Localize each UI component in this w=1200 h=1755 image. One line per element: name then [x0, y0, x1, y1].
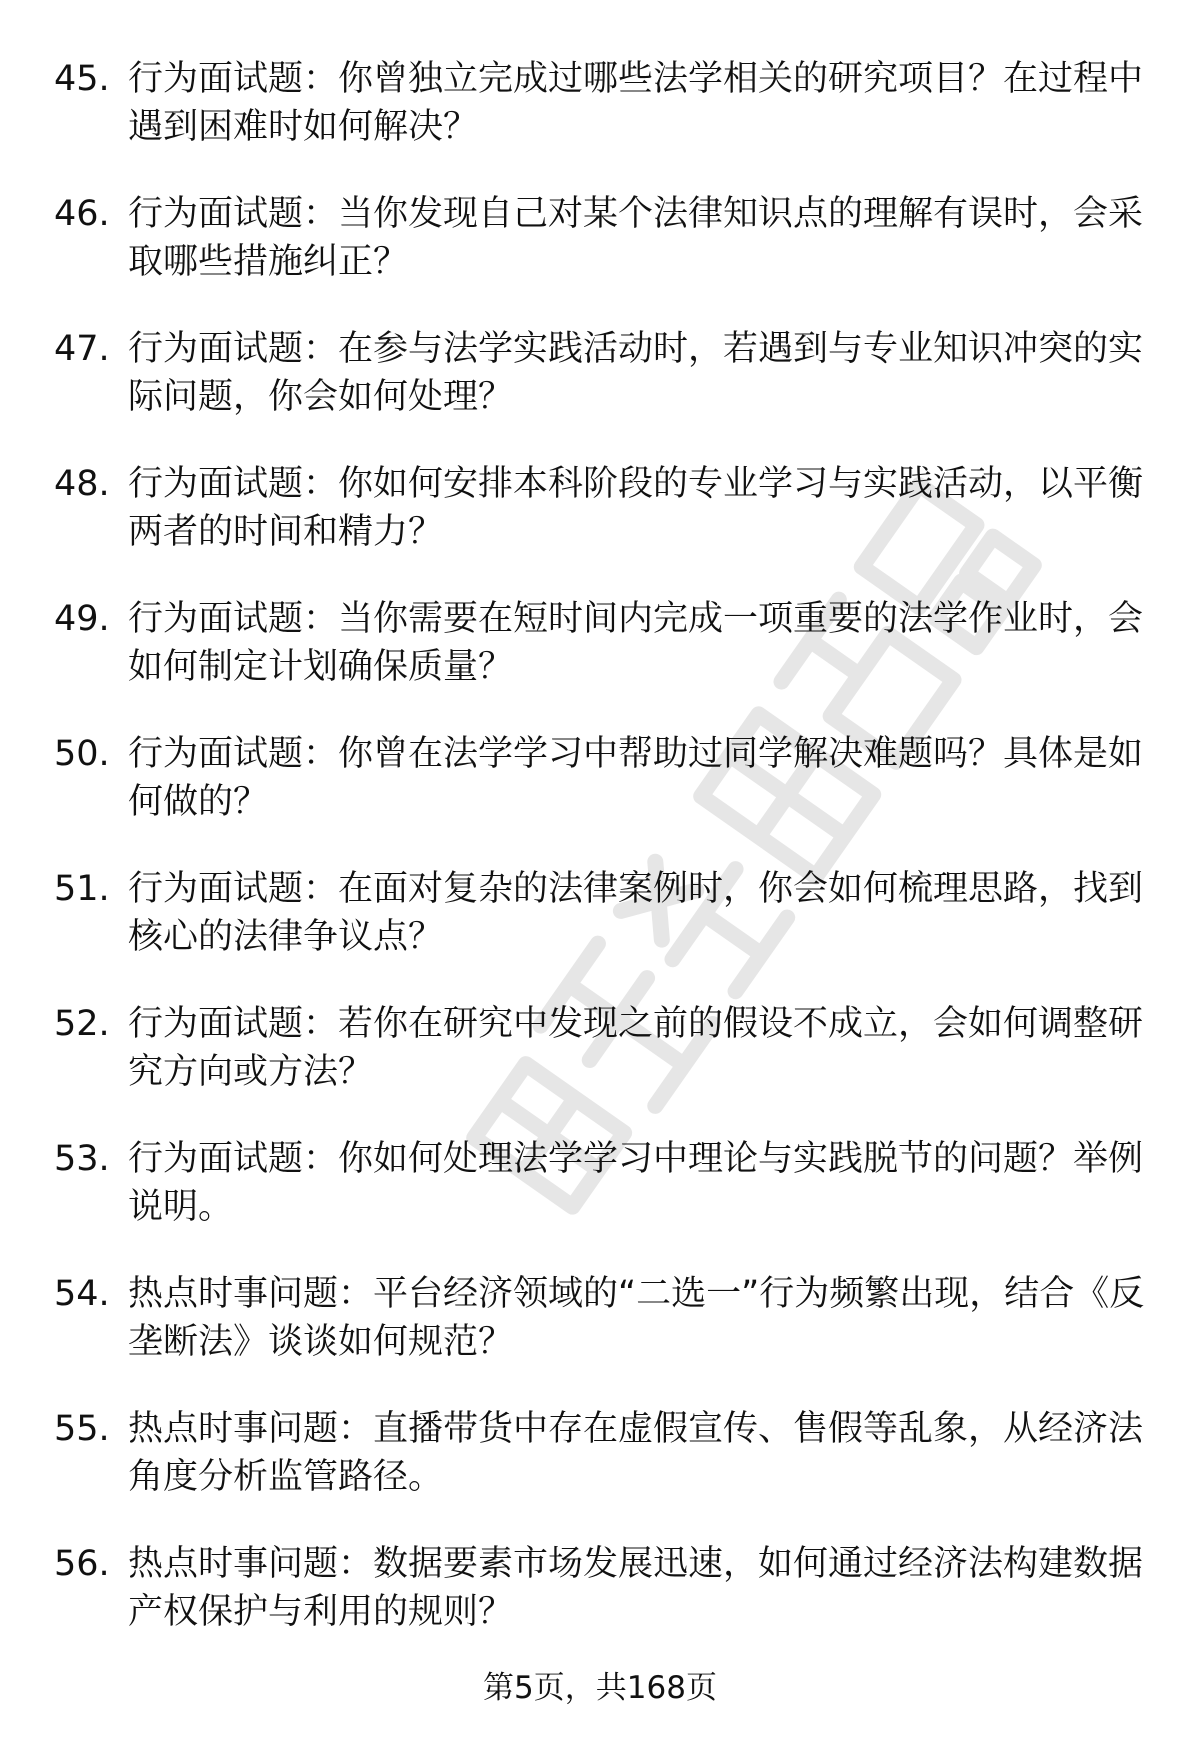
question-number: 47. — [54, 329, 110, 369]
page-footer: 第5页，共168页 — [483, 1670, 717, 1706]
question-item — [54, 325, 1154, 421]
question-item — [54, 55, 1154, 151]
question-item — [54, 1405, 1154, 1501]
question-number: 48. — [54, 464, 110, 504]
question-number: 56. — [54, 1544, 110, 1584]
question-number: 46. — [54, 194, 110, 234]
question-item — [54, 1000, 1154, 1096]
question-text: 热点时事问题：数据要素市场发展迅速，如何通过经济法构建数据产权保护与利用的规则？ — [128, 1544, 1144, 1632]
question-number: 50. — [54, 734, 110, 774]
question-text: 热点时事问题：平台经济领域的“二选一”行为频繁出现，结合《反垄断法》谈谈如何规范？ — [128, 1274, 1145, 1362]
question-number: 52. — [54, 1004, 110, 1044]
question-item — [54, 1270, 1154, 1366]
question-number: 53. — [54, 1139, 110, 1179]
question-item — [54, 865, 1154, 961]
question-item — [54, 1540, 1154, 1636]
question-list — [54, 55, 1154, 1675]
question-number: 54. — [54, 1274, 110, 1314]
question-text: 热点时事问题：直播带货中存在虚假宣传、售假等乱象，从经济法角度分析监管路径。 — [128, 1409, 1144, 1497]
question-number: 55. — [54, 1409, 110, 1449]
question-number: 45. — [54, 59, 110, 99]
question-text: 行为面试题：若你在研究中发现之前的假设不成立，会如何调整研究方向或方法？ — [128, 1004, 1144, 1092]
question-item — [54, 190, 1154, 286]
question-item — [54, 595, 1154, 691]
question-item — [54, 460, 1154, 556]
question-number: 49. — [54, 599, 110, 639]
question-item — [54, 1135, 1154, 1231]
question-item — [54, 730, 1154, 826]
question-number: 51. — [54, 869, 110, 909]
question-text: 行为面试题：在面对复杂的法律案例时，你会如何梳理思路，找到核心的法律争议点？ — [128, 869, 1144, 957]
question-text: 行为面试题：你曾独立完成过哪些法学相关的研究项目？在过程中遇到困难时如何解决？ — [128, 59, 1144, 147]
question-text: 行为面试题：当你需要在短时间内完成一项重要的法学作业时，会如何制定计划确保质量？ — [128, 599, 1144, 687]
question-text: 行为面试题：你如何安排本科阶段的专业学习与实践活动，以平衡两者的时间和精力？ — [128, 464, 1144, 552]
question-text: 行为面试题：在参与法学实践活动时，若遇到与专业知识冲突的实际问题，你会如何处理？ — [128, 329, 1144, 417]
question-text: 行为面试题：你如何处理法学学习中理论与实践脱节的问题？举例说明。 — [128, 1139, 1144, 1227]
question-text: 行为面试题：当你发现自己对某个法律知识点的理解有误时，会采取哪些措施纠正？ — [128, 194, 1144, 282]
question-text: 行为面试题：你曾在法学学习中帮助过同学解决难题吗？具体是如何做的？ — [128, 734, 1144, 822]
